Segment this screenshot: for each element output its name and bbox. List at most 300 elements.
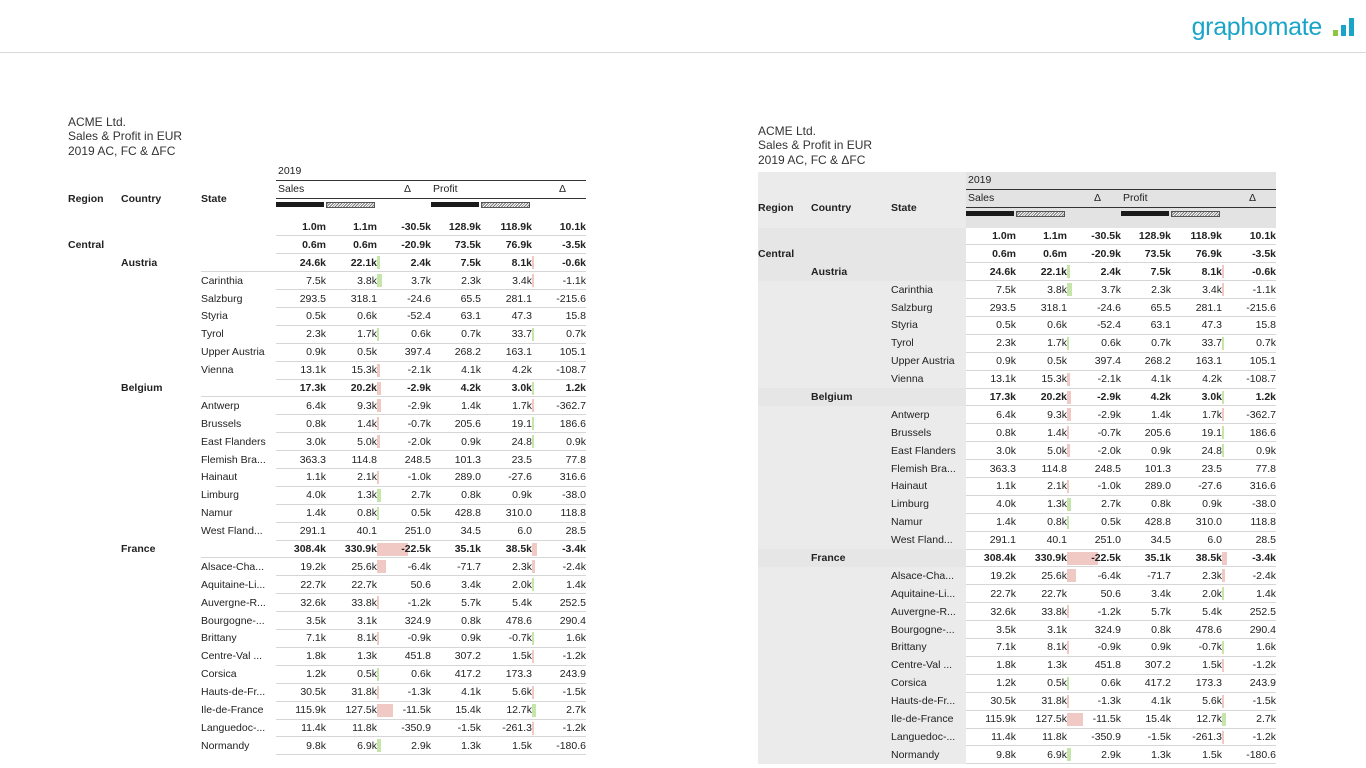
value-text: -1.2k — [1252, 659, 1276, 672]
header-spacer — [758, 172, 811, 189]
value-cell — [966, 674, 1016, 692]
value-cell — [1121, 567, 1171, 585]
value-text: 1.1m — [1043, 230, 1067, 242]
value-cell — [276, 612, 326, 630]
value-text: 115.9k — [985, 713, 1016, 726]
row-country — [811, 603, 891, 621]
variance-bar-positive — [377, 274, 382, 287]
value-cell — [1067, 406, 1121, 424]
forecast-marker-icon — [481, 202, 530, 208]
value-cell — [326, 254, 377, 272]
forecast-marker-icon — [326, 202, 375, 208]
row-region — [68, 701, 121, 719]
variance-bar-positive — [1222, 444, 1224, 457]
value-text: -1.0k — [1097, 480, 1121, 493]
value-text: 9.8k — [306, 739, 326, 752]
value-text: 307.2 — [1144, 659, 1171, 672]
row-country — [811, 728, 891, 746]
value-cell — [966, 388, 1016, 406]
value-cell — [276, 576, 326, 594]
value-cell — [276, 236, 326, 254]
value-cell — [377, 486, 431, 504]
value-cell — [1016, 406, 1067, 424]
row-state: Antwerp — [891, 406, 966, 424]
value-cell — [377, 433, 431, 451]
value-text: 0.8k — [461, 489, 481, 502]
table-row — [758, 370, 1276, 388]
value-cell — [326, 701, 377, 719]
value-text: 0.8k — [1047, 516, 1067, 529]
value-cell — [1016, 317, 1067, 335]
value-text: 291.1 — [989, 534, 1016, 547]
scenario-marker-cell — [276, 198, 326, 218]
variance-bar-positive — [532, 435, 534, 448]
value-text: 24.8 — [511, 435, 532, 448]
value-cell — [481, 683, 532, 701]
row-region — [758, 424, 811, 442]
table-row — [758, 710, 1276, 728]
value-cell — [532, 433, 586, 451]
value-cell — [1121, 728, 1171, 746]
value-cell — [326, 683, 377, 701]
value-cell — [1171, 460, 1222, 478]
row-region — [68, 361, 121, 379]
value-cell — [1121, 710, 1171, 728]
value-cell — [1016, 263, 1067, 281]
value-cell — [1016, 442, 1067, 460]
value-cell — [431, 737, 481, 755]
variance-bar-positive — [377, 489, 381, 502]
variance-bar-negative — [377, 596, 379, 609]
value-cell — [431, 630, 481, 648]
value-text: 8.1k — [1201, 265, 1222, 278]
variance-bar-positive — [1067, 516, 1069, 529]
value-cell — [1067, 621, 1121, 639]
value-text: -1.3k — [407, 686, 431, 699]
value-text: 73.5k — [454, 238, 481, 251]
row-country — [121, 219, 201, 236]
value-text: 3.8k — [1047, 283, 1067, 296]
row-region — [68, 308, 121, 326]
value-text: 451.8 — [1094, 659, 1121, 672]
scenario-marker-cell — [1171, 207, 1222, 227]
row-region — [68, 290, 121, 308]
value-text: 0.9k — [306, 346, 326, 359]
row-region — [758, 513, 811, 531]
row-state: Brussels — [891, 424, 966, 442]
row-country — [811, 334, 891, 352]
value-cell — [1222, 388, 1276, 406]
value-cell — [481, 451, 532, 469]
table-row — [68, 254, 586, 272]
value-text: 173.3 — [1195, 677, 1222, 690]
value-text: -30.5k — [401, 221, 431, 233]
title-scenario: 2019 AC, FC & ΔFC — [758, 152, 866, 167]
value-text: 34.5 — [460, 525, 481, 538]
table-row — [68, 486, 586, 504]
value-cell — [1222, 478, 1276, 496]
header-region: Region — [68, 193, 104, 206]
variance-bar-positive — [1222, 426, 1224, 439]
value-text: 1.3k — [357, 650, 377, 663]
value-cell — [481, 647, 532, 665]
value-text: 15.3k — [351, 364, 377, 377]
row-country — [811, 478, 891, 496]
value-text: 3.4k — [1202, 283, 1222, 296]
row-state: Vienna — [891, 370, 966, 388]
value-cell — [1121, 639, 1171, 657]
variance-bar-negative — [1067, 426, 1069, 439]
value-text: -2.9k — [407, 399, 431, 412]
value-cell — [1067, 245, 1121, 263]
row-region — [758, 299, 811, 317]
value-text: 118.8 — [1250, 516, 1276, 529]
value-text: 31.8k — [351, 686, 377, 699]
value-text: -71.7 — [457, 560, 481, 573]
value-text: 1.3k — [1047, 498, 1067, 511]
value-cell — [326, 469, 377, 487]
variance-bar-negative — [377, 382, 381, 395]
value-cell — [966, 370, 1016, 388]
value-cell — [326, 612, 377, 630]
value-text: 76.9k — [505, 238, 532, 251]
value-cell — [966, 442, 1016, 460]
value-cell — [377, 451, 431, 469]
row-state: Flemish Bra... — [891, 460, 966, 478]
header-sales: Sales — [966, 189, 1067, 207]
row-country — [121, 647, 201, 665]
value-cell — [1067, 549, 1121, 567]
row-state: Centre-Val ... — [201, 650, 263, 663]
value-text: 15.8 — [1255, 319, 1276, 332]
row-state: Centre-Val ... — [891, 656, 966, 674]
value-cell — [1171, 585, 1222, 603]
row-region — [758, 388, 811, 406]
table-row — [758, 692, 1276, 710]
value-cell — [431, 486, 481, 504]
value-text: 0.8k — [357, 507, 377, 520]
row-state: West Fland... — [201, 525, 263, 538]
row-country — [121, 683, 201, 701]
table-row — [68, 415, 586, 433]
row-country — [811, 281, 891, 299]
value-cell — [326, 719, 377, 737]
value-cell — [276, 451, 326, 469]
value-text: 47.3 — [511, 310, 532, 323]
value-cell — [1171, 728, 1222, 746]
value-text: -0.7k — [1097, 426, 1121, 439]
value-text: 1.5k — [1202, 748, 1222, 761]
row-country — [811, 228, 891, 245]
value-text: -0.9k — [1097, 641, 1121, 654]
value-text: 451.8 — [404, 650, 431, 663]
row-country — [121, 451, 201, 469]
top-bar — [0, 0, 1366, 53]
value-text: -1.2k — [1097, 605, 1121, 618]
value-cell — [326, 558, 377, 576]
value-cell — [326, 647, 377, 665]
value-text: 4.0k — [306, 489, 326, 502]
value-text: -350.9 — [401, 721, 431, 734]
value-text: 30.5k — [990, 695, 1016, 708]
value-text: 4.1k — [1151, 695, 1171, 708]
value-cell — [1222, 334, 1276, 352]
value-cell — [966, 710, 1016, 728]
value-cell — [966, 549, 1016, 567]
value-text: 1.4k — [1151, 408, 1171, 421]
row-country — [811, 585, 891, 603]
value-text: -3.5k — [562, 238, 586, 251]
value-cell — [1171, 746, 1222, 764]
header-spacer — [201, 163, 276, 180]
table-row — [758, 728, 1276, 746]
value-text: 0.6m — [302, 238, 326, 251]
value-cell — [276, 486, 326, 504]
value-text: 1.7k — [512, 399, 532, 412]
value-cell — [326, 290, 377, 308]
value-cell — [1171, 710, 1222, 728]
value-cell — [966, 317, 1016, 335]
value-cell — [276, 683, 326, 701]
value-text: 77.8 — [1255, 462, 1276, 475]
value-text: 1.2k — [1255, 391, 1276, 404]
value-cell — [1067, 531, 1121, 549]
value-text: -52.4 — [1097, 319, 1121, 332]
value-text: -1.5k — [1252, 695, 1276, 708]
table-row — [758, 603, 1276, 621]
value-text: 114.8 — [1041, 462, 1067, 475]
value-text: 128.9k — [448, 221, 481, 233]
row-country — [121, 719, 201, 737]
value-text: -1.3k — [1097, 695, 1121, 708]
value-text: -2.9k — [1097, 391, 1121, 404]
value-text: 15.4k — [1145, 713, 1171, 726]
row-state: Salzburg — [891, 299, 966, 317]
value-cell — [377, 308, 431, 326]
variance-bar-negative — [377, 435, 380, 448]
table-row — [758, 281, 1276, 299]
value-cell — [532, 290, 586, 308]
value-text: -1.5k — [562, 686, 586, 699]
value-cell — [431, 576, 481, 594]
value-text: -20.9k — [401, 238, 431, 251]
value-text: -1.1k — [1252, 283, 1276, 296]
value-text: -2.4k — [562, 560, 586, 573]
scenario-marker-cell — [966, 207, 1016, 227]
value-text: 3.4k — [512, 274, 532, 287]
value-cell — [326, 236, 377, 254]
value-cell — [1171, 674, 1222, 692]
table-row — [68, 290, 586, 308]
value-text: 248.5 — [1094, 462, 1121, 475]
row-region — [758, 352, 811, 370]
value-cell — [276, 719, 326, 737]
title-company: ACME Ltd. — [758, 124, 817, 138]
value-text: 0.8k — [1151, 498, 1171, 511]
value-cell — [276, 647, 326, 665]
row-region — [68, 540, 121, 558]
value-text: 0.6k — [1101, 337, 1121, 350]
header-profit: Profit — [1121, 189, 1222, 207]
value-cell — [481, 379, 532, 397]
value-text: 76.9k — [1195, 247, 1222, 260]
row-region — [68, 486, 121, 504]
value-cell — [532, 558, 586, 576]
value-text: -1.5k — [457, 721, 481, 734]
value-text: 19.1 — [1201, 426, 1222, 439]
value-text: 1.8k — [996, 659, 1016, 672]
row-region — [758, 460, 811, 478]
variance-bar-positive — [377, 668, 379, 681]
value-text: 118.8 — [560, 507, 586, 520]
variance-bar-negative — [1222, 552, 1227, 565]
value-text: 0.5k — [1047, 355, 1067, 368]
table-row — [758, 567, 1276, 585]
value-cell — [966, 299, 1016, 317]
value-cell — [1222, 245, 1276, 263]
value-text: 1.1m — [353, 221, 377, 233]
row-state: Languedoc-... — [201, 721, 266, 734]
value-cell — [1067, 281, 1121, 299]
value-cell — [1067, 334, 1121, 352]
value-cell — [1016, 281, 1067, 299]
row-region — [68, 433, 121, 451]
value-text: 12.7k — [506, 704, 532, 717]
row-region — [758, 710, 811, 728]
row-state: Corsica — [891, 674, 966, 692]
row-region — [758, 370, 811, 388]
header-region: Region — [758, 189, 811, 227]
table-row — [758, 513, 1276, 531]
value-text: 1.4k — [1256, 587, 1276, 600]
report-plain — [68, 115, 586, 755]
value-cell — [1222, 710, 1276, 728]
value-text: 15.3k — [1041, 373, 1067, 386]
table-row — [68, 540, 586, 558]
value-cell — [481, 469, 532, 487]
value-text: -1.2k — [562, 721, 586, 734]
value-cell — [532, 325, 586, 343]
row-country: France — [121, 543, 156, 556]
value-cell — [1067, 674, 1121, 692]
row-state: Ile-de-France — [201, 704, 264, 717]
value-text: 2.3k — [461, 274, 481, 287]
value-cell — [532, 361, 586, 379]
title-measure: Sales & Profit in EUR — [68, 129, 183, 144]
row-state: Flemish Bra... — [201, 453, 266, 466]
value-text: -0.7k — [1198, 641, 1222, 654]
value-cell — [1016, 639, 1067, 657]
table-row — [68, 522, 586, 540]
value-text: 38.5k — [1195, 552, 1222, 565]
header-sales-delta: Δ — [377, 180, 431, 198]
row-state: Aquitaine-Li... — [201, 578, 266, 591]
row-region — [758, 603, 811, 621]
row-state: Vienna — [201, 364, 234, 377]
value-text: 101.3 — [454, 453, 481, 466]
value-text: 2.7k — [411, 489, 431, 502]
value-cell — [1016, 567, 1067, 585]
row-region — [758, 406, 811, 424]
value-text: 281.1 — [505, 292, 532, 305]
value-text: 3.7k — [1101, 283, 1121, 296]
variance-bar-negative — [377, 417, 379, 430]
value-text: 2.3k — [1202, 569, 1222, 582]
value-cell — [431, 701, 481, 719]
row-region — [68, 379, 121, 397]
row-state: Normandy — [201, 739, 250, 752]
value-cell — [1222, 495, 1276, 513]
value-text: 20.2k — [1040, 391, 1067, 404]
variance-bar-positive — [532, 382, 534, 395]
row-state: Normandy — [891, 746, 966, 764]
variance-bar-negative — [377, 364, 380, 377]
header-country: Country — [811, 189, 891, 227]
row-state: Corsica — [201, 668, 237, 681]
row-country — [811, 352, 891, 370]
value-text: 23.5 — [511, 453, 532, 466]
value-text: 2.1k — [1047, 480, 1067, 493]
row-state — [201, 379, 276, 397]
value-text: -215.6 — [556, 292, 586, 305]
value-text: 291.1 — [299, 525, 326, 538]
value-cell — [966, 406, 1016, 424]
value-text: 1.7k — [357, 328, 377, 341]
value-cell — [1016, 549, 1067, 567]
value-text: 3.1k — [1047, 623, 1067, 636]
value-cell — [431, 254, 481, 272]
value-cell — [966, 692, 1016, 710]
value-cell — [1171, 388, 1222, 406]
value-text: 0.9k — [566, 435, 586, 448]
row-country — [121, 665, 201, 683]
value-text: 22.7k — [351, 578, 377, 591]
variance-bar-negative — [1067, 444, 1070, 457]
value-text: 33.7 — [1201, 337, 1222, 350]
header-spacer — [68, 163, 121, 180]
row-state — [891, 245, 966, 263]
row-region — [68, 272, 121, 290]
table-row — [68, 308, 586, 326]
value-cell — [1222, 263, 1276, 281]
value-text: 248.5 — [404, 453, 431, 466]
value-text: 1.0m — [302, 221, 326, 233]
value-text: 0.6k — [1047, 319, 1067, 332]
table-row — [758, 424, 1276, 442]
value-cell — [377, 594, 431, 612]
value-text: 24.8 — [1201, 444, 1222, 457]
value-cell — [326, 522, 377, 540]
value-cell — [377, 665, 431, 683]
value-text: 3.0k — [1201, 391, 1222, 404]
value-cell — [276, 361, 326, 379]
value-cell — [481, 236, 532, 254]
row-region — [758, 639, 811, 657]
row-state: Hauts-de-Fr... — [201, 686, 266, 699]
value-text: -38.0 — [562, 489, 586, 502]
value-text: 63.1 — [1150, 319, 1171, 332]
value-cell — [326, 272, 377, 290]
value-cell — [1121, 692, 1171, 710]
value-cell — [1121, 424, 1171, 442]
value-cell — [532, 683, 586, 701]
row-country — [811, 692, 891, 710]
value-text: 32.6k — [990, 605, 1016, 618]
value-text: 251.0 — [404, 525, 431, 538]
value-cell — [1121, 603, 1171, 621]
value-cell — [966, 263, 1016, 281]
value-cell — [1171, 621, 1222, 639]
